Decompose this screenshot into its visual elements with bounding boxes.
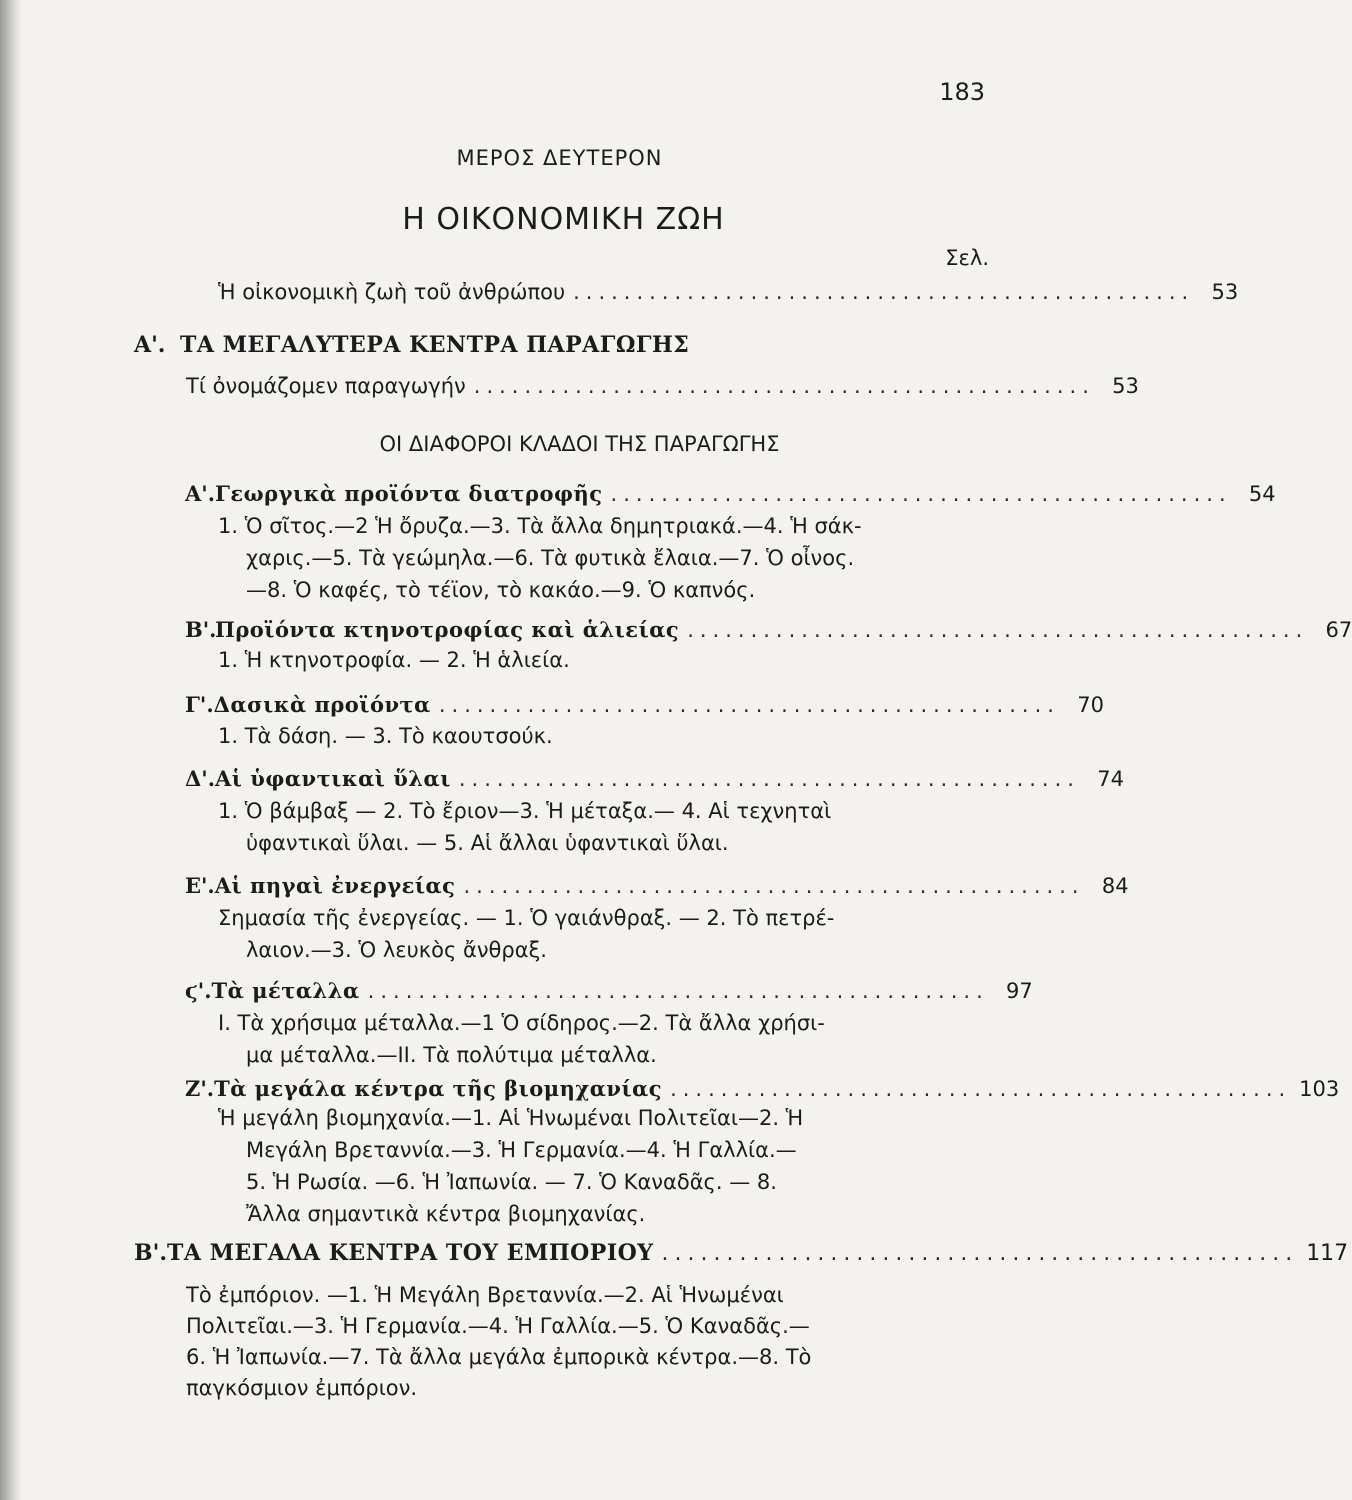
section-title: Προϊόντα κτηνοτροφίας καὶ ἁλιείας [215,617,680,642]
section-letter: ϛ'. [185,978,212,1003]
contents-line: 1. Ὁ σῖτος.—2 Ἡ ὄρυζα.—3. Τὰ ἄλλα δημητριακά.—4. Ἡ σάκ- [218,514,862,538]
section-letter: Ε'. [185,873,215,898]
section-page: 74 [1097,767,1124,791]
section-letter: Α'. [185,481,216,506]
section-page: 103 [1299,1077,1340,1101]
page-column-label: Σελ. [945,246,989,270]
contents-line: —8. Ὁ καφές, τὸ τέϊον, τὸ κακάο.—9. Ὁ καπνός. [246,578,756,602]
leader-dots: ................................................. [687,618,1309,642]
toc-section-g[interactable] [185,1076,1340,1101]
section-letter: Δ'. [185,766,216,791]
contents-line: Ι. Τὰ χρήσιμα μέταλλα.—1 Ὁ σίδηρος.—2. Τὰ ἄλλα χρήσι- [218,1011,825,1035]
contents-line: Ἡ μεγάλη βιομηχανία.—1. Αἱ Ἡνωμέναι Πολιτεῖαι—2. Ἡ [218,1106,804,1130]
contents-line: 5. Ἡ Ρωσία. —6. Ἡ Ἰαπωνία. — 7. Ὁ Καναδᾶς. — 8. [246,1170,777,1194]
section-title: Τὰ μέταλλα [211,978,360,1003]
toc-section-c[interactable] [185,692,1104,717]
contents-line: Σημασία τῆς ἐνεργείας. — 1. Ὁ γαιάνθραξ. — 2. Τὸ πετρέ- [218,906,835,930]
leader-dots: ................................................. [438,693,1060,717]
leader-dots: ................................................. [473,374,1095,398]
section-g-contents [218,1102,930,1230]
section-c-contents [218,720,930,752]
contents-line: χαρις.—5. Τὰ γεώμηλα.—6. Τὰ φυτικὰ ἔλαια.—7. Ὁ οἶνος. [246,546,855,570]
leader-dots: ................................................. [661,1241,1299,1266]
leader-dots: ................................................. [610,482,1232,506]
contents-line: 1. Τὰ δάση. — 3. Τὸ καουτσούκ. [218,724,553,748]
contents-line: Τὸ ἐμπόριον. —1. Ἡ Μεγάλη Βρεταννία.—2. Αἱ Ἡνωμέναι [186,1283,784,1307]
section-page: 54 [1248,482,1276,506]
toc-entry-production[interactable] [186,374,1139,398]
part-b-page: 117 [1306,1241,1349,1266]
leader-dots: ................................................. [463,874,1085,898]
toc-section-e[interactable] [185,873,1129,898]
main-title: Η ΟΙΚΟΝΟΜΙΚΗ ΖΩΗ [402,202,725,237]
section-letter: Β'. [185,617,217,642]
contents-line: 1. Ὁ βάμβαξ — 2. Τὸ ἔριον—3. Ἡ μέταξα.— 4. Αἱ τεχνηταὶ [218,799,832,823]
contents-line: παγκόσμιον ἐμπόριον. [186,1376,418,1400]
toc-section-f[interactable] [185,978,1033,1003]
section-title: Δασικὰ προϊόντα [213,692,431,717]
subheading-branches: ΟΙ ΔΙΑΦΟΡΟΙ ΚΛΑΔΟΙ ΤΗΣ ΠΑΡΑΓΩΓΗΣ [379,432,780,456]
section-letter: Ζ'. [185,1076,215,1101]
toc-entry-page: 53 [1112,374,1139,398]
leader-dots: ................................................. [458,767,1080,791]
section-page: 70 [1077,693,1104,717]
part-b-title: ΤΑ ΜΕΓΑΛΑ ΚΕΝΤΡΑ ΤΟΥ ΕΜΠΟΡΙΟΥ [167,1240,654,1266]
toc-section-d[interactable] [185,766,1124,791]
section-e-contents [218,902,930,966]
section-a-contents [218,510,930,606]
section-letter: Γ'. [185,692,214,717]
leader-dots: ................................................. [367,979,989,1003]
toc-part-b[interactable] [134,1240,1349,1266]
contents-line: Μεγάλη Βρεταννία.—3. Ἡ Γερμανία.—4. Ἡ Γαλλία.— [246,1138,797,1162]
part-b-letter: Β'. [134,1240,167,1266]
toc-section-b[interactable] [185,617,1352,642]
contents-line: λαιον.—3. Ὁ λευκὸς ἄνθραξ. [246,938,547,962]
section-f-contents [218,1007,930,1071]
section-page: 84 [1101,874,1129,898]
part-heading: ΜΕΡΟΣ ΔΕΥΤΕΡΟΝ [456,146,663,170]
section-page: 97 [1006,979,1033,1003]
contents-line: 1. Ἡ κτηνοτροφία. — 2. Ἡ ἁλιεία. [218,648,570,672]
leader-dots: ................................................. [573,280,1195,304]
section-d-contents [218,795,930,859]
contents-line: Πολιτεῖαι.—3. Ἡ Γερμανία.—4. Ἡ Γαλλία.—5. Ὁ Καναδᾶς.— [186,1314,810,1338]
toc-entry-label: Ἡ οἰκονομικὴ ζωὴ τοῦ ἀνθρώπου [218,280,566,304]
leader-dots: ................................................. [670,1077,1292,1101]
contents-line: μα μέταλλα.—ΙΙ. Τὰ πολύτιμα μέταλλα. [246,1043,657,1067]
toc-entry-page: 53 [1211,280,1239,304]
part-a-heading [134,332,689,358]
section-title: Αἱ πηγαὶ ἐνεργείας [214,873,456,898]
contents-line: Ἄλλα σημαντικὰ κέντρα βιομηχανίας. [246,1202,646,1226]
toc-entry-intro[interactable] [218,280,1239,304]
page-number: 183 [939,78,985,106]
part-b-contents [186,1280,930,1404]
toc-section-a[interactable] [185,481,1276,506]
section-title: Αἱ ὑφαντικαὶ ὕλαι [215,766,451,791]
section-page: 67 [1325,618,1352,642]
part-a-letter: Α'. [134,332,166,358]
section-b-contents [218,644,930,676]
section-title: Τὰ μεγάλα κέντρα τῆς βιομηχανίας [214,1076,663,1101]
part-a-title: ΤΑ ΜΕΓΑΛΥΤΕΡΑ ΚΕΝΤΡΑ ΠΑΡΑΓΩΓΗΣ [180,332,690,358]
contents-line: ὑφαντικαὶ ὕλαι. — 5. Αἱ ἄλλαι ὑφαντικαὶ ὕλαι. [246,831,729,855]
contents-line: 6. Ἡ Ἰαπωνία.—7. Τὰ ἄλλα μεγάλα ἐμπορικὰ κέντρα.—8. Τὸ [186,1345,812,1369]
section-title: Γεωργικὰ προϊόντα διατροφῆς [215,481,603,506]
toc-entry-label: Τί ὀνομάζομεν παραγωγήν [186,374,466,398]
